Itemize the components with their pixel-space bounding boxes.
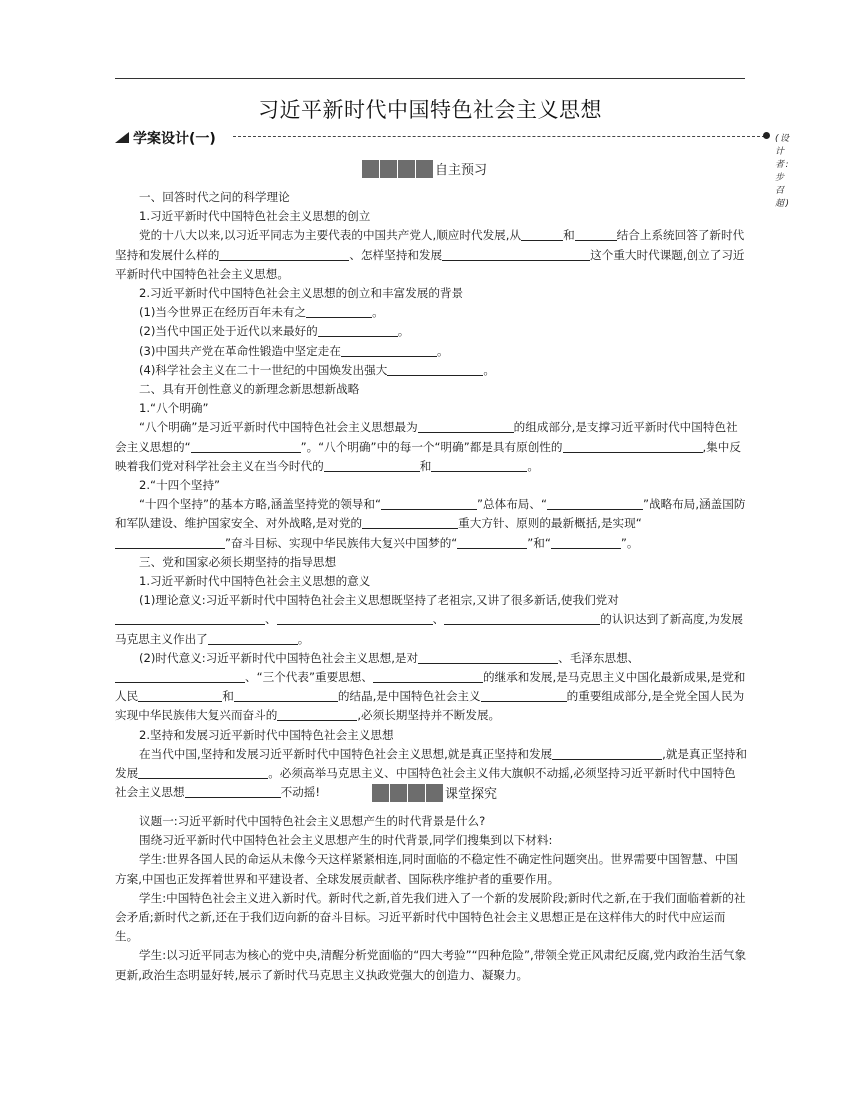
designer-credit: (设计者:步召超): [775, 134, 791, 209]
fill-blank[interactable]: [318, 323, 398, 337]
list-item: (2)当代中国正处于近代以来最好的 。: [139, 324, 410, 339]
top-rule: [115, 78, 745, 79]
block-icon: [408, 784, 425, 802]
block-icon: [416, 160, 433, 178]
list-item: (4)科学社会主义在二十一世纪的中国焕发出强大 。: [139, 362, 495, 377]
fill-blank[interactable]: [306, 304, 372, 318]
dotted-rule: [233, 136, 765, 137]
paragraph: “八个明确”是习近平新时代中国特色社会主义思想最为 的组成部分,是支撑习近平新时代中国特色社会主义思想的“ ”。“八个明确”中的每一个“明确”都是具有原创性的 ,集中反映着我们党对科学社会主义在当今时代的 和 。: [115, 420, 741, 473]
material-1: 学生:世界各国人民的命运从未像今天这样紧紧相连,同时面临的不稳定性不确定性问题突出。世界需要中国智慧、中国方案,中国也正发挥着世界和平建设者、全球发展贡献者、国际秩序维护者的重要作用。: [115, 852, 738, 886]
fill-blank[interactable]: [563, 439, 703, 453]
list-item: (1)当今世界正在经历百年未有之 。: [139, 305, 384, 320]
fill-blank[interactable]: [481, 688, 567, 702]
block-icon: [372, 784, 389, 802]
block-icon: [380, 160, 397, 178]
fill-blank[interactable]: [115, 669, 245, 683]
fill-blank[interactable]: [234, 688, 338, 702]
material-3: 学生:以习近平同志为核心的党中央,清醒分析党面临的“四大考验”“四种危险”,带领全党正风肃纪反腐,党内政治生活气象更新,政治生态明显好转,展示了新时代马克思主义执政党强大的创造力、凝聚力。: [115, 948, 747, 982]
paragraph: 党的十八大以来,以习近平同志为主要代表的中国共产党人,顺应时代发展,从 和 结合上系统回答了新时代坚持和发展什么样的 、怎样坚持和发展 这个重大时代课题,创立了习近平新时代中国特色社会主义思想。: [115, 228, 745, 281]
fill-blank[interactable]: [387, 362, 483, 376]
block-icon: [398, 160, 415, 178]
fill-blank[interactable]: [191, 439, 301, 453]
fill-blank[interactable]: [277, 611, 433, 625]
block-icon: [426, 784, 443, 802]
paragraph: (1)理论意义:习近平新时代中国特色社会主义思想既坚持了老祖宗,又讲了很多新话,使我们党对、 、 的认识达到了新高度,为发展马克思主义作出了 。: [115, 593, 744, 646]
fill-blank[interactable]: [442, 247, 590, 261]
fill-blank[interactable]: [575, 227, 617, 241]
fill-blank[interactable]: [552, 746, 662, 760]
heading-1: 一、回答时代之问的科学理论: [139, 190, 290, 204]
explore-content: [115, 812, 747, 985]
paragraph: 围绕习近平新时代中国特色社会主义思想产生的时代背景,同学们搜集到以下材料:: [139, 833, 553, 848]
block-icon: [390, 784, 407, 802]
fill-blank[interactable]: [185, 784, 281, 798]
subheading: 2.坚持和发展习近平新时代中国特色社会主义思想: [139, 727, 394, 742]
section-header-preview: [362, 158, 487, 178]
fill-blank[interactable]: [457, 535, 527, 549]
fill-blank[interactable]: [418, 650, 558, 664]
heading-3: 三、党和国家必须长期坚持的指导思想: [139, 554, 337, 569]
paragraph: 在当代中国,坚持和发展习近平新时代中国特色社会主义思想,就是真正坚持和发展 ,就是真正坚持和发展 。必须高举马克思主义、中国特色社会主义伟大旗帜不动摇,必须坚持习近平新时代中国特色社会主义思想 不动摇!: [115, 746, 747, 800]
dot-end-icon: [763, 132, 770, 139]
document-title: 习近平新时代中国特色社会主义思想: [258, 98, 602, 122]
fill-blank[interactable]: [547, 496, 643, 510]
section-title: 课堂探究: [445, 787, 498, 802]
fill-blank[interactable]: [115, 611, 265, 625]
fill-blank[interactable]: [277, 707, 357, 721]
fill-blank[interactable]: [431, 458, 527, 472]
section-title: 自主预习: [435, 163, 488, 178]
topic-question: 议题一:习近平新时代中国特色社会主义思想产生的时代背景是什么?: [139, 814, 486, 828]
fill-blank[interactable]: [521, 227, 563, 241]
triangle-icon: [115, 132, 129, 143]
fill-blank[interactable]: [381, 496, 477, 510]
preview-content: [115, 188, 747, 803]
fill-blank[interactable]: [551, 535, 621, 549]
paragraph: “十四个坚持”的基本方略,涵盖坚持党的领导和“ ”总体布局、“ ”战略布局,涵盖国防和军队建设、维护国家安全、对外战略,是对党的 重大方针、原则的最新概括,是实现“”奋斗目标、实现中华民族伟大复兴中国梦的“ ”和“ ”。: [115, 497, 746, 550]
fill-blank[interactable]: [208, 631, 298, 645]
fill-blank[interactable]: [138, 765, 268, 779]
design-label: 学案设计(一): [133, 131, 216, 147]
fill-blank[interactable]: [362, 515, 458, 529]
subheading: 1.习近平新时代中国特色社会主义思想的意义: [139, 574, 371, 589]
section-header-explore: [372, 782, 497, 802]
subheading: 1.“八个明确”: [139, 401, 209, 416]
subheading: 2.习近平新时代中国特色社会主义思想的创立和丰富发展的背景: [139, 286, 464, 301]
fill-blank[interactable]: [219, 247, 349, 261]
block-icon: [362, 160, 379, 178]
subheading: 2.“十四个坚持”: [139, 478, 221, 493]
fill-blank[interactable]: [373, 669, 483, 683]
fill-blank[interactable]: [138, 688, 222, 702]
fill-blank[interactable]: [324, 458, 420, 472]
fill-blank[interactable]: [341, 343, 437, 357]
list-item: (3)中国共产党在革命性锻造中坚定走在 。: [139, 343, 449, 358]
subheading: 1.习近平新时代中国特色社会主义思想的创立: [139, 209, 371, 224]
fill-blank[interactable]: [444, 611, 600, 625]
paragraph: (2)时代意义:习近平新时代中国特色社会主义思想,是对 、毛泽东思想、、“三个代表”重要思想、 的继承和发展,是马克思主义中国化最新成果,是党和人民 和 的结晶,是中国特色社会主义 的重要组成部分,是全党全国人民为实现中华民族伟大复兴而奋斗的 ,必须长期坚持并不断发展。: [115, 650, 746, 723]
heading-2: 二、具有开创性意义的新理念新思想新战略: [139, 382, 360, 397]
material-2: 学生:中国特色社会主义进入新时代。新时代之新,首先我们进入了一个新的发展阶段;新时代之新,在于我们面临着新的社会矛盾;新时代之新,还在于我们迈向新的奋斗目标。习近平新时代中国特色社会主义思想正是在这样伟大的时代中应运而生。: [115, 890, 746, 944]
fill-blank[interactable]: [418, 419, 514, 433]
fill-blank[interactable]: [115, 535, 225, 549]
